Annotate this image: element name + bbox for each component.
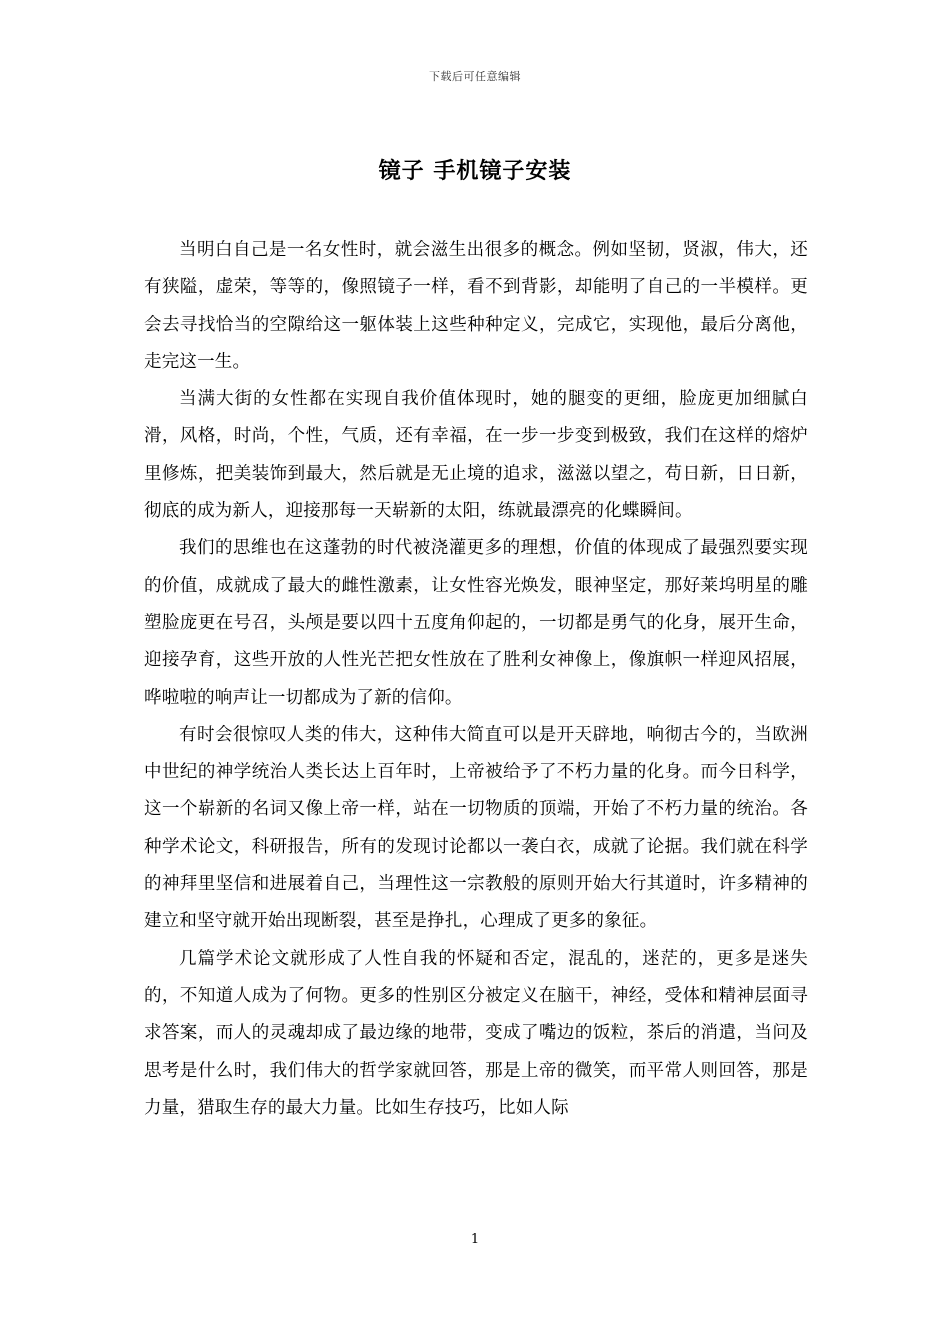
document-body <box>144 232 808 1127</box>
paragraph: 有时会很惊叹人类的伟大，这种伟大简直可以是开天辟地，响彻古今的，当欧洲中世纪的神学统治人类长达上百年时，上帝被给予了不朽力量的化身。而今日科学，这一个崭新的名词又像上帝一样，站在一切物质的顶端，开始了不朽力量的统治。各种学术论文，科研报告，所有的发现讨论都以一袭白衣，成就了论据。我们就在科学的神拜里坚信和进展着自己，当理性这一宗教般的原则开始大行其道时，许多精神的建立和坚守就开始出现断裂，甚至是挣扎，心理成了更多的象征。 <box>144 724 808 932</box>
paragraph: 当明白自己是一名女性时，就会滋生出很多的概念。例如坚韧，贤淑，伟大，还有狭隘，虚荣，等等的，像照镜子一样，看不到背影，却能明了自己的一半模样。更会去寻找恰当的空隙给这一躯体装上这些种种定义，完成它，实现他，最后分离他，走完这一生。 <box>144 240 808 372</box>
header-note: 下载后可任意编辑 <box>429 70 521 83</box>
paragraph: 几篇学术论文就形成了人性自我的怀疑和否定，混乱的，迷茫的，更多是迷失的，不知道人成为了何物。更多的性别区分被定义在脑干，神经，受体和精神层面寻求答案，而人的灵魂却成了最边缘的地带，变成了嘴边的饭粒，茶后的消遣，当问及思考是什么时，我们伟大的哲学家就回答，那是上帝的微笑，而平常人则回答，那是力量，猎取生存的最大力量。比如生存技巧，比如人际 <box>144 948 808 1118</box>
paragraph: 当满大街的女性都在实现自我价值体现时，她的腿变的更细，脸庞更加细腻白滑，风格，时尚，个性，气质，还有幸福，在一步一步变到极致，我们在这样的熔炉里修炼，把美装饰到最大，然后就是无止境的追求，滋滋以望之，苟日新，日日新，彻底的成为新人，迎接那每一天崭新的太阳，练就最漂亮的化蝶瞬间。 <box>144 389 808 522</box>
document-title: 镜子 手机镜子安装 <box>378 158 572 184</box>
page-number: 1 <box>470 1232 480 1247</box>
paragraph: 我们的思维也在这蓬勃的时代被浇灌更多的理想，价值的体现成了最强烈要实现的价值，成就成了最大的雌性激素，让女性容光焕发，眼神坚定，那好莱坞明星的雕塑脸庞更在号召，头颅是要以四十五度角仰起的，一切都是勇气的化身，展开生命，迎接孕育，这些开放的人性光芒把女性放在了胜利女神像上，像旗帜一样迎风招展，哗啦啦的响声让一切都成为了新的信仰。 <box>144 538 808 708</box>
